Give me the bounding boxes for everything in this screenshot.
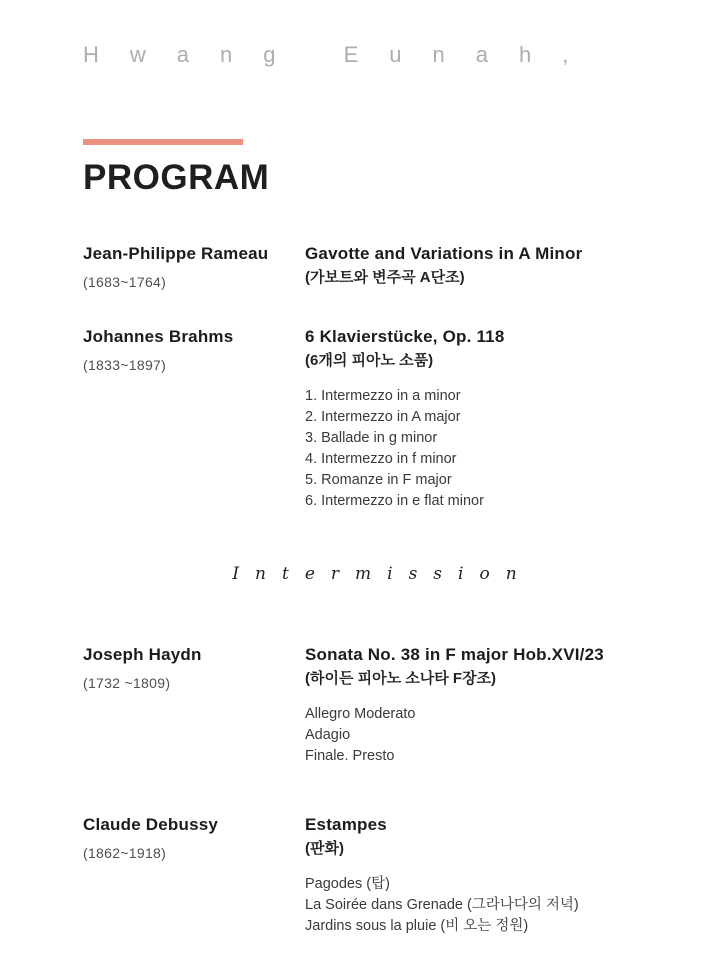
entry-right-column (305, 243, 666, 288)
movement-item: Allegro Moderato (305, 706, 416, 722)
movement-list (305, 704, 666, 767)
movement-item: Adagio (305, 727, 351, 743)
program-entry-rameau (83, 243, 666, 290)
piece-subtitle-korean: (하이든 피아노 소나타 F장조) (305, 670, 497, 687)
movement-item: 2. Intermezzo in A major (305, 409, 461, 425)
movement-item: 6. Intermezzo in e flat minor (305, 493, 484, 509)
piece-title: 6 Klavierstücke, Op. 118 (305, 327, 505, 346)
movement-list (305, 386, 666, 512)
movement-list (305, 874, 666, 937)
entry-right-column (305, 644, 666, 767)
movement-item: 1. Intermezzo in a minor (305, 388, 461, 404)
accent-divider (83, 139, 243, 145)
page-title: PROGRAM (83, 158, 270, 197)
movement-item: 5. Romanze in F major (305, 472, 452, 488)
artist-name: Hwang Eunah, (83, 42, 600, 67)
program-entries (83, 243, 666, 937)
composer-dates: (1862~1918) (83, 845, 167, 861)
composer-name: Johannes Brahms (83, 327, 234, 346)
movement-item: La Soirée dans Grenade (그라나다의 저녁) (305, 897, 579, 913)
piece-title: Gavotte and Variations in A Minor (305, 244, 583, 263)
entry-left-column (83, 644, 305, 691)
movement-item: 4. Intermezzo in f minor (305, 451, 457, 467)
composer-name: Claude Debussy (83, 815, 219, 834)
entry-left-column (83, 326, 305, 373)
entry-left-column (83, 243, 305, 290)
piece-subtitle-korean: (6개의 피아노 소품) (305, 352, 434, 369)
composer-name: Jean-Philippe Rameau (83, 244, 269, 263)
movement-item: Jardins sous la pluie (비 오는 정원) (305, 918, 529, 934)
composer-dates: (1683~1764) (83, 274, 167, 290)
entry-right-column (305, 814, 666, 937)
movement-item: 3. Ballade in g minor (305, 430, 438, 446)
composer-name: Joseph Haydn (83, 645, 202, 664)
program-entry-brahms (83, 326, 666, 512)
composer-dates: (1833~1897) (83, 357, 167, 373)
entry-left-column (83, 814, 305, 861)
piece-title: Estampes (305, 815, 387, 834)
intermission-label: Intermission (232, 564, 533, 584)
piece-subtitle-korean: (가보트와 변주곡 A단조) (305, 269, 465, 286)
movement-item: Pagodes (탑) (305, 876, 390, 892)
composer-dates: (1732 ~1809) (83, 675, 171, 691)
entry-right-column (305, 326, 666, 512)
piece-subtitle-korean: (판화) (305, 840, 344, 857)
program-entry-haydn (83, 644, 666, 767)
program-entry-debussy (83, 814, 666, 937)
movement-item: Finale. Presto (305, 748, 395, 764)
piece-title: Sonata No. 38 in F major Hob.XVI/23 (305, 645, 604, 664)
